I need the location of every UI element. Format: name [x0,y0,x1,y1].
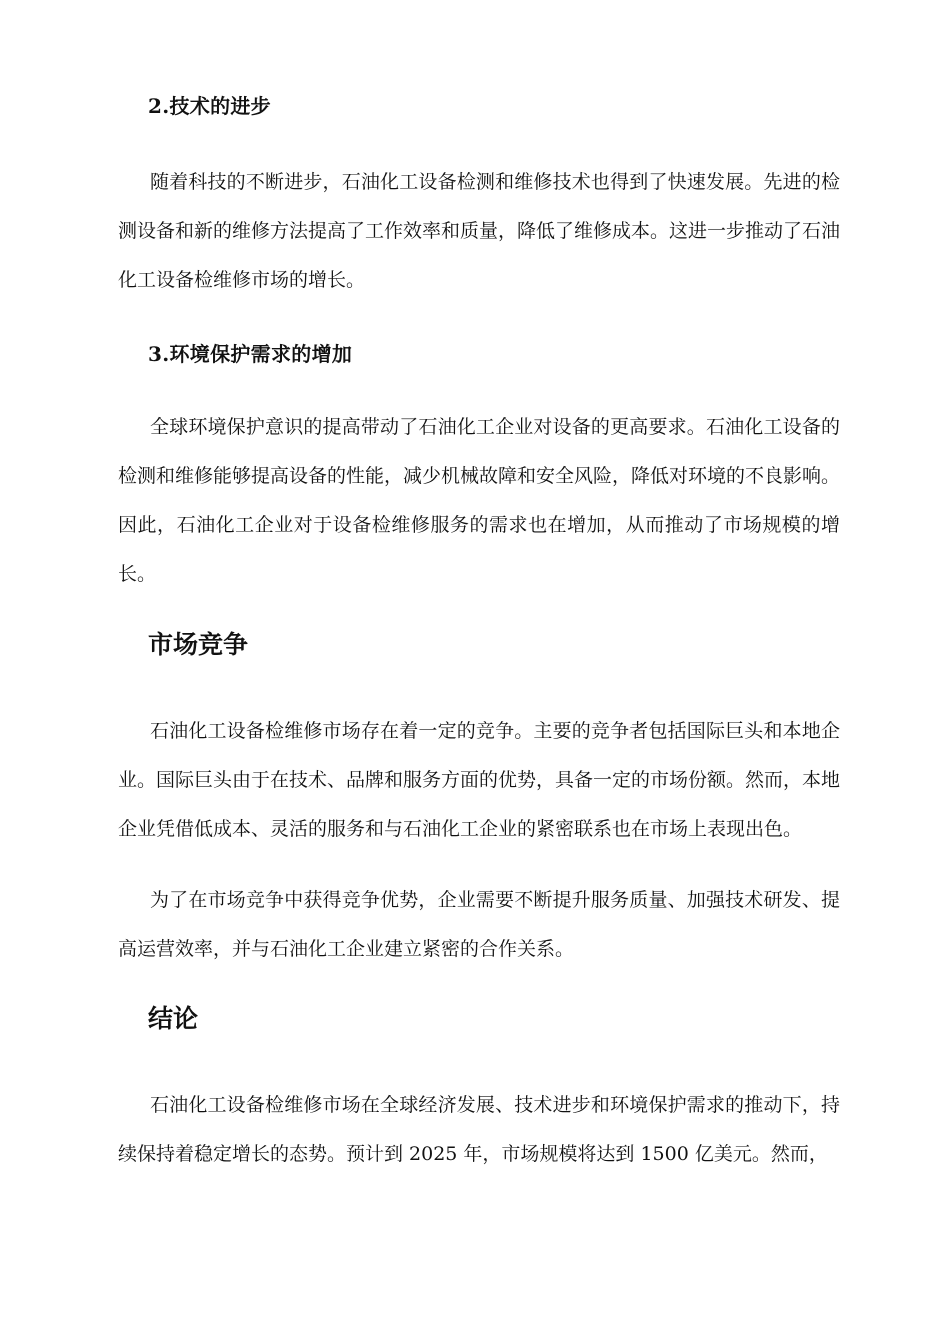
paragraph-conclusion: 石油化工设备检维修市场在全球经济发展、技术进步和环境保护需求的推动下，持续保持着稳定增长的态势。预计到 2025 年，市场规模将达到 1500 亿美元。然而， [118,1094,840,1165]
heading-market-competition: 市场竞争 [148,630,249,659]
paragraph-env-protection: 全球环境保护意识的提高带动了石油化工企业对设备的更高要求。石油化工设备的检测和维修能够提高设备的性能，减少机械故障和安全风险，降低对环境的不良影响。因此，石油化工企业对于设备检维修服务的需求也在增加，从而推动了市场规模的增长。 [118,416,841,585]
paragraph-market-competition-2: 为了在市场竞争中获得竞争优势，企业需要不断提升服务质量、加强技术研发、提高运营效率，并与石油化工企业建立紧密的合作关系。 [118,889,840,960]
heading-env-protection: 3.环境保护需求的增加 [148,342,353,366]
paragraph-tech-progress: 随着科技的不断进步，石油化工设备检测和维修技术也得到了快速发展。先进的检测设备和新的维修方法提高了工作效率和质量，降低了维修成本。这进一步推动了石油化工设备检维修市场的增长。 [118,171,841,291]
heading-conclusion: 结论 [148,1004,199,1033]
paragraph-market-competition-1: 石油化工设备检维修市场存在着一定的竞争。主要的竞争者包括国际巨头和本地企业。国际巨头由于在技术、品牌和服务方面的优势，具备一定的市场份额。然而，本地企业凭借低成本、灵活的服务和与石油化工企业的紧密联系也在市场上表现出色。 [118,720,841,840]
heading-tech-progress: 2.技术的进步 [148,94,271,118]
